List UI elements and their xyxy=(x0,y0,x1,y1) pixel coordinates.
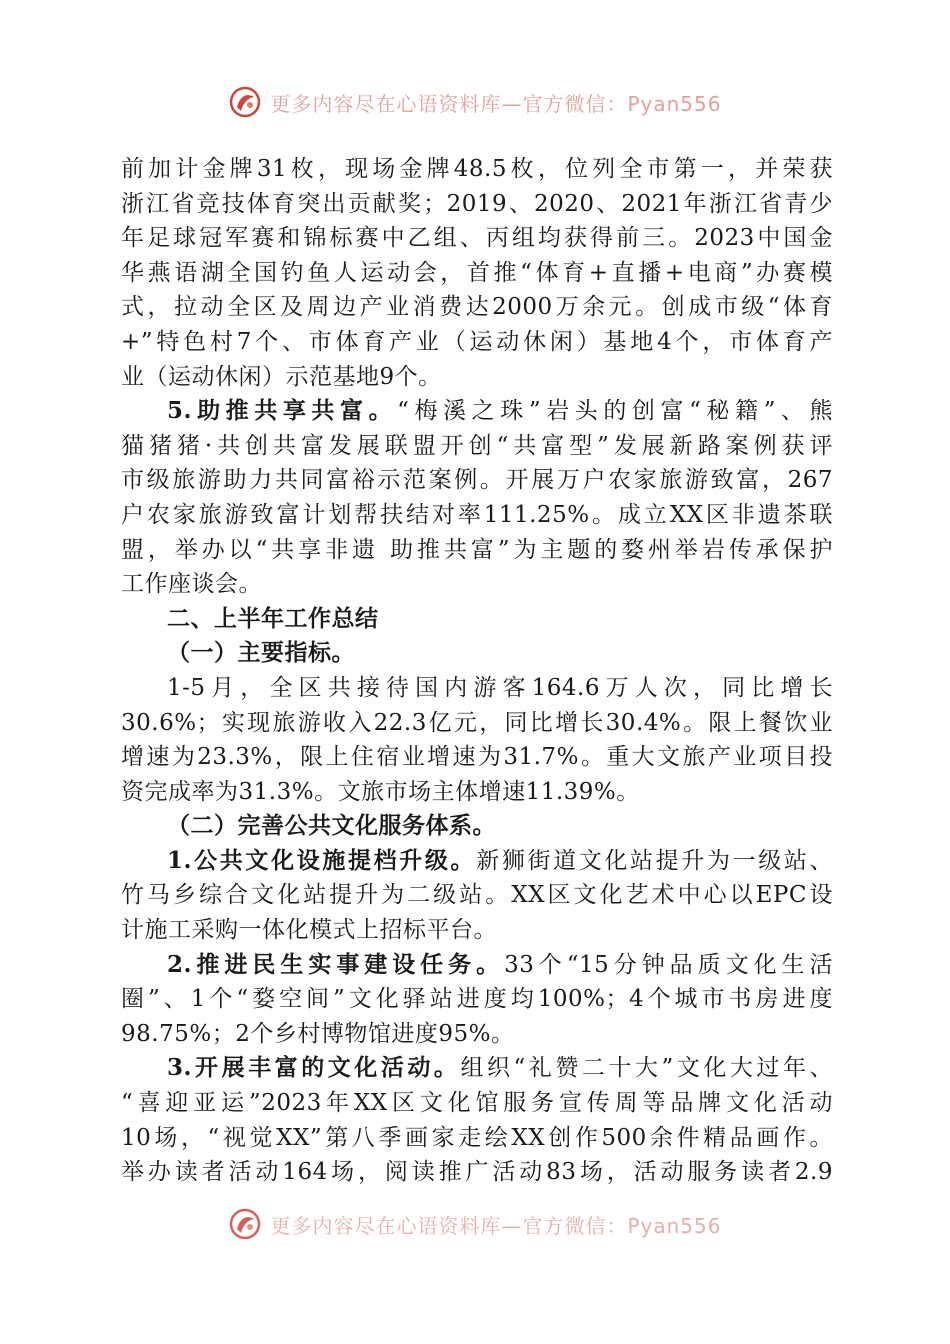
watermark-text: 更多内容尽在心语资料库—官方微信：Pyan556 xyxy=(270,91,722,116)
text-line: 式，拉动全区及周边产业消费达2000万余元。创成市级“体育 xyxy=(121,294,833,321)
text-line: 10场，“视觉XX”第八季画家走绘XX创作500余件精品画作。 xyxy=(121,1124,833,1151)
paragraph-first-line xyxy=(121,844,833,879)
paragraph-first-line xyxy=(121,948,833,983)
text-run: 33个“15分钟品质文化生活 xyxy=(504,951,834,978)
text-line: 30.6%；实现旅游收入22.3亿元，同比增长30.4%。限上餐饮业 xyxy=(121,709,833,736)
watermark-footer xyxy=(0,1204,950,1244)
text-run: “梅溪之珠”岩头的创富“秘籍”、熊 xyxy=(397,398,833,425)
text-line: 举办读者活动164场，阅读推广活动83场，活动服务读者2.9 xyxy=(121,1159,833,1186)
subsection-heading: （二）完善公共文化服务体系。 xyxy=(167,812,496,840)
section-heading-inline: 1.公共文化设施提档升级。 xyxy=(167,846,477,874)
text-line: 业（运动休闲）示范基地9个。 xyxy=(121,363,442,390)
paragraph-first-line xyxy=(121,394,833,429)
text-line: 盟，举办以“共享非遗 助推共富”为主题的婺州举岩传承保护 xyxy=(121,536,833,563)
paragraph-first-line xyxy=(121,1051,833,1086)
watermark-header xyxy=(0,82,950,122)
brand-logo-icon xyxy=(228,1207,262,1241)
text-line: 98.75%；2个乡村博物馆进度95%。 xyxy=(121,1020,515,1047)
text-line: 浙江省竞技体育突出贡献奖；2019、2020、2021年浙江省青少 xyxy=(121,190,833,217)
text-line: 前加计金牌31枚，现场金牌48.5枚，位列全市第一，并荣获 xyxy=(121,156,833,182)
section-heading-inline: 3.开展丰富的文化活动。 xyxy=(167,1054,461,1082)
text-line: 市级旅游助力共同富裕示范案例。开展万户农家旅游致富，267 xyxy=(121,467,833,494)
text-line: 年足球冠军赛和锦标赛中乙组、丙组均获得前三。2023中国金 xyxy=(121,225,833,252)
text-line: 猫猪猪·共创共富发展联盟开创“共富型”发展新路案例获评 xyxy=(121,432,833,459)
subsection-heading: （一）主要指标。 xyxy=(167,639,355,667)
document-body xyxy=(121,152,833,1190)
text-line: +”特色村7个、市体育产业（运动休闲）基地4个，市体育产 xyxy=(121,328,833,355)
section-heading-inline: 2.推进民生实事建设任务。 xyxy=(167,950,505,978)
text-run: 组织“礼赞二十大”文化大过年、 xyxy=(460,1055,833,1082)
section-heading: 二、上半年工作总结 xyxy=(167,604,379,632)
text-line: 圈”、1个“婺空间”文化驿站进度均100%；4个城市书房进度 xyxy=(121,986,833,1013)
watermark-text: 更多内容尽在心语资料库—官方微信：Pyan556 xyxy=(270,1213,722,1238)
text-line: 竹马乡综合文化站提升为二级站。XX区文化艺术中心以EPC设 xyxy=(121,882,833,909)
text-line: 工作座谈会。 xyxy=(121,571,262,598)
text-line: 计施工采购一体化模式上招标平台。 xyxy=(121,917,497,944)
text-line: 华燕语湖全国钓鱼人运动会，首推“体育+直播+电商”办赛模 xyxy=(121,259,833,286)
text-line: 资完成率为31.3%。文旅市场主体增速11.39%。 xyxy=(121,778,640,805)
brand-logo-icon xyxy=(228,85,262,119)
text-line: 1-5月，全区共接待国内游客164.6万人次，同比增长 xyxy=(167,674,833,701)
text-line: “喜迎亚运”2023年XX区文化馆服务宣传周等品牌文化活动 xyxy=(121,1090,833,1117)
section-heading-inline: 5.助推共享共富。 xyxy=(167,397,398,425)
text-run: 新狮街道文化站提升为一级站、 xyxy=(476,847,833,874)
text-line: 增速为23.3%，限上住宿业增速为31.7%。重大文旅产业项目投 xyxy=(121,744,833,771)
text-line: 户农家旅游致富计划帮扶结对率111.25%。成立XX区非遗茶联 xyxy=(121,501,833,528)
